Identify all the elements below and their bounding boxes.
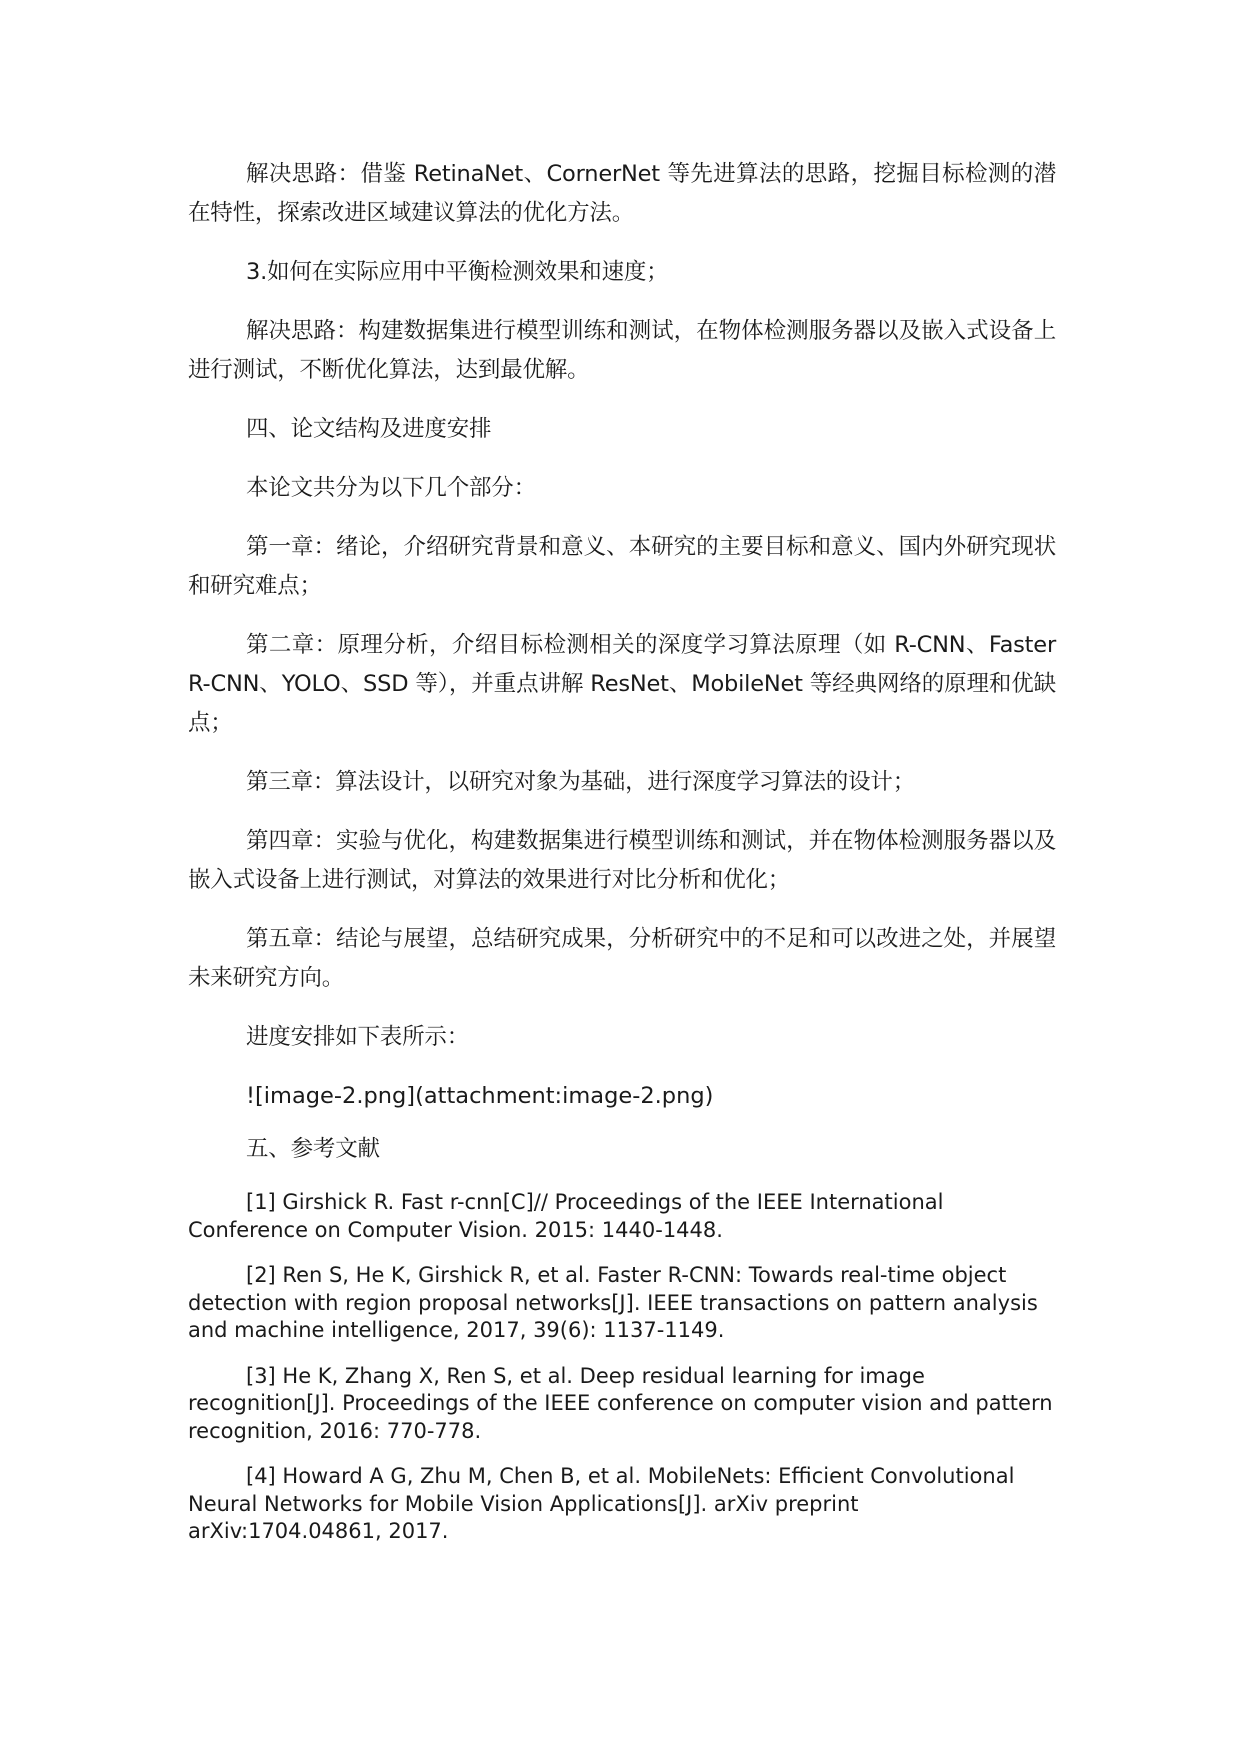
solution-approach-2: 解决思路：借鉴 RetinaNet、CornerNet 等先进算法的思路，挖掘目标检测的潜在特性，探索改进区域建议算法的优化方法。 [188, 161, 1056, 226]
question-3: 3.如何在实际应用中平衡检测效果和速度； [246, 259, 669, 285]
chapter-2-summary: 第二章：原理分析，介绍目标检测相关的深度学习算法原理（如 R-CNN、Faster R-CNN、YOLO、SSD 等），并重点讲解 ResNet、MobileNet 等经典网络的原理和优缺点； [188, 632, 1056, 736]
solution-approach-3: 解决思路：构建数据集进行模型训练和测试，在物体检测服务器以及嵌入式设备上进行测试，不断优化算法，达到最优解。 [188, 318, 1056, 383]
reference-item: [4] Howard A G, Zhu M, Chen B, et al. MobileNets: Efficient Convolutional Neural Networks for Mobile Vision Applications[J]. arXiv preprint arXiv:1704.04861, 2017. [188, 1464, 1015, 1543]
chapter-4-summary: 第四章：实验与优化，构建数据集进行模型训练和测试，并在物体检测服务器以及嵌入式设备上进行测试，对算法的效果进行对比分析和优化； [188, 828, 1056, 893]
schedule-intro: 进度安排如下表所示： [246, 1024, 470, 1050]
chapter-3-summary: 第三章：算法设计，以研究对象为基础，进行深度学习算法的设计； [246, 769, 916, 795]
section-heading-5: 五、参考文献 [246, 1136, 380, 1162]
chapter-5-summary: 第五章：结论与展望，总结研究成果，分析研究中的不足和可以改进之处，并展望未来研究方向。 [188, 926, 1056, 991]
reference-item: [3] He K, Zhang X, Ren S, et al. Deep residual learning for image recognition[J]. Proceedings of the IEEE conference on computer vision and pattern recognition, 2016: 770-778. [188, 1363, 1053, 1443]
structure-intro: 本论文共分为以下几个部分： [246, 475, 536, 501]
chapter-1-summary: 第一章：绪论，介绍研究背景和意义、本研究的主要目标和意义、国内外研究现状和研究难点； [188, 534, 1056, 599]
reference-item: [2] Ren S, He K, Girshick R, et al. Faster R-CNN: Towards real-time object detection with region proposal networks[J]. IEEE transactions on pattern analysis and machine intelligence, 2017, 39(6): 1137-1149. [188, 1263, 1038, 1342]
document-body [188, 155, 1056, 1564]
reference-list [188, 1189, 1056, 1546]
image-placeholder-markdown: ![image-2.png](attachment:image-2.png) [246, 1083, 714, 1109]
section-heading-4: 四、论文结构及进度安排 [246, 416, 492, 442]
reference-item: [1] Girshick R. Fast r-cnn[C]// Proceedings of the IEEE International Conference on Computer Vision. 2015: 1440-1448. [188, 1190, 944, 1242]
